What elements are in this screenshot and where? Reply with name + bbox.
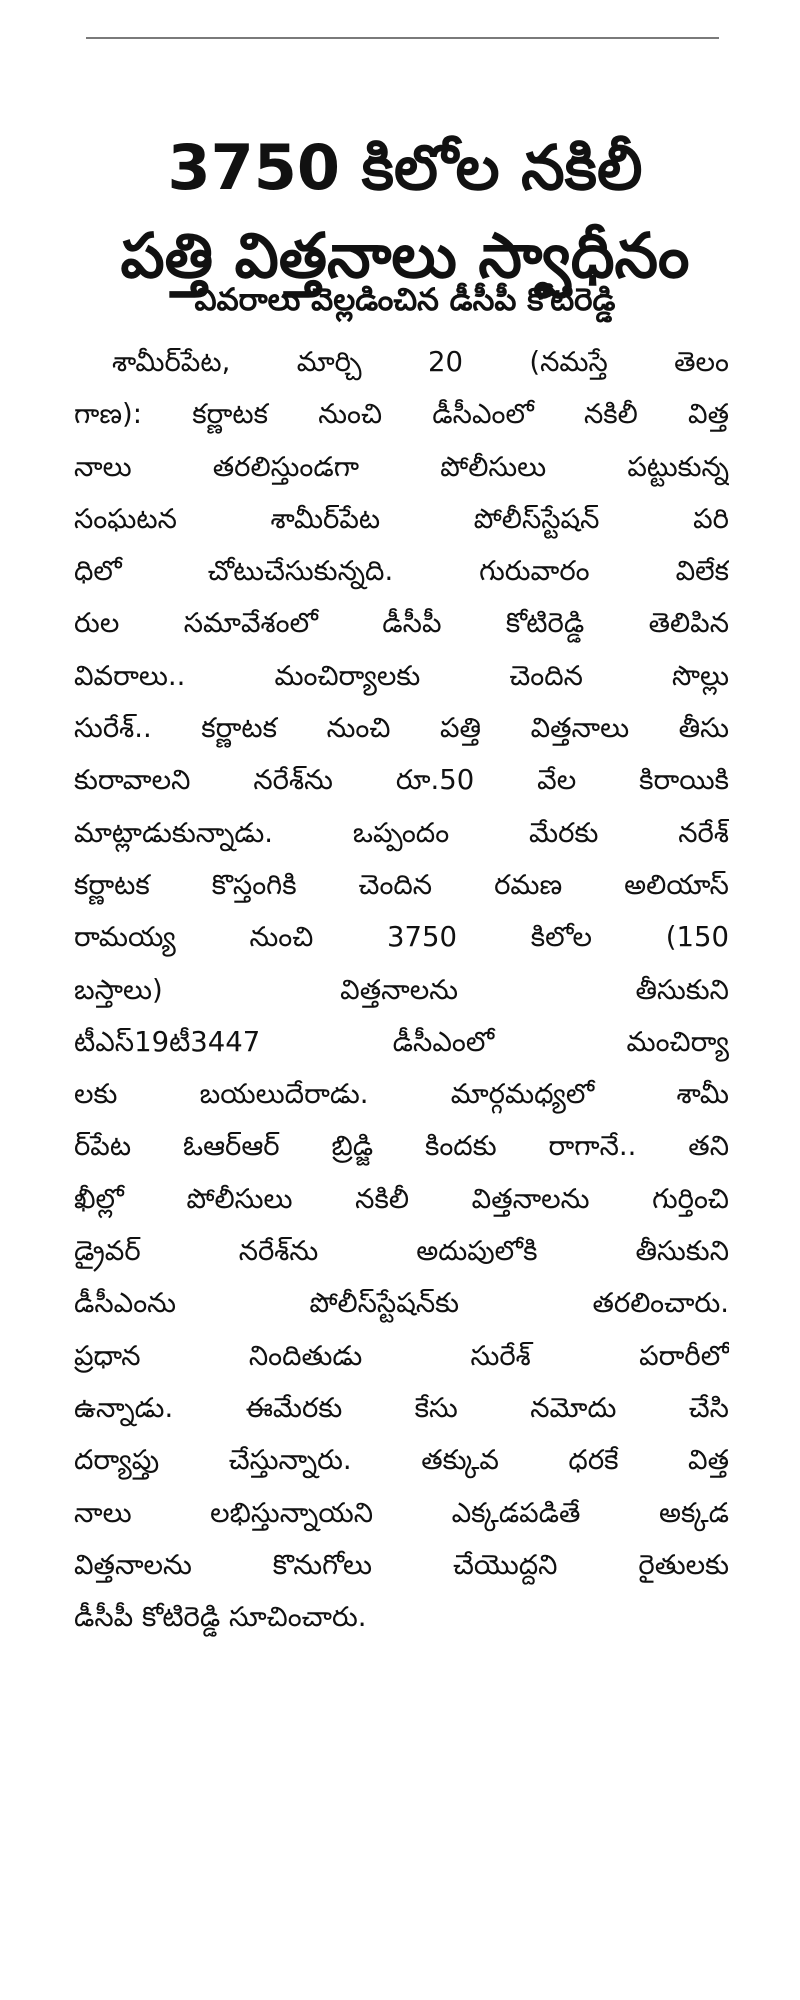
article-body-line: ఉన్నాడు. ఈమేరకు కేసు నమోదు చేసి (74, 1391, 729, 1424)
top-divider-rule (86, 37, 719, 39)
article-body-line: ప్రధాన నిందితుడు సురేశ్ పరారీలో (74, 1339, 729, 1372)
article-body-line: లకు బయలుదేరాడు. మార్గమధ్యలో శామీ (74, 1078, 729, 1111)
article-body-line: టీఎస్19టీ3447 డీసీఎంలో మంచిర్యా (74, 1025, 729, 1058)
article-body-line: డీసీపీ కోటిరెడ్డి సూచించారు. (74, 1601, 367, 1634)
article-body-line: నాలు తరలిస్తుండగా పోలీసులు పట్టుకున్న (74, 450, 729, 483)
article-body (74, 336, 729, 1643)
article-body-line: సురేశ్.. కర్ణాటక నుంచి పత్తి విత్తనాలు తీసు (74, 712, 729, 745)
article-body-line: శామీర్‌పేట, మార్చి 20 (నమస్తే తెలం (112, 346, 729, 378)
article-body-line: రుల సమావేశంలో డీసీపీ కోటిరెడ్డి తెలిపిన (74, 607, 729, 640)
article-body-line: రామయ్య నుంచి 3750 కిలోల (150 (74, 921, 729, 954)
article-body-line: కర్ణాటక కొస్తంగికి చెందిన రమణ అలియాస్ (74, 868, 729, 901)
article-body-line: ర్‌పేట ఓఆర్ఆర్ బ్రిడ్జి కిందకు రాగానే.. తని (74, 1130, 729, 1163)
article-body-line: మాట్లాడుకున్నాడు. ఒప్పందం మేరకు నరేశ్ (74, 816, 729, 849)
article-body-line: నాలు లభిస్తున్నాయని ఎక్కడపడితే అక్కడ (74, 1496, 729, 1529)
article-body-line: దర్యాప్తు చేస్తున్నారు. తక్కువ ధరకే విత్త (74, 1444, 729, 1477)
article-body-line: కురావాలని నరేశ్‌ను రూ.50 వేల కిరాయికి (74, 764, 729, 797)
article-body-line: డ్రైవర్ నరేశ్‌ను అదుపులోకి తీసుకుని (74, 1235, 729, 1268)
article-body-line: సంఘటన శామీర్‌పేట పోలీస్‌స్టేషన్ పరి (74, 502, 729, 535)
article-body-line: ధిలో చోటుచేసుకున్నది. గురువారం విలేక (74, 555, 729, 588)
article-body-line: డీసీఎంను పోలీస్‌స్టేషన్‌కు తరలించారు. (74, 1287, 729, 1320)
article-body-line: గాణ): కర్ణాటక నుంచి డీసీఎంలో నకిలీ విత్త (74, 398, 729, 431)
headline-line-1: 3750 కిలోల నకిలీ (167, 130, 643, 204)
article-body-line: విత్తనాలను కొనుగోలు చేయొద్దని రైతులకు (74, 1548, 729, 1581)
headline-line-2: పత్తి విత్తనాలు స్వాధీనం (120, 218, 690, 292)
article-body-line: బస్తాలు) విత్తనాలను తీసుకుని (74, 973, 729, 1006)
article-body-line: వివరాలు.. మంచిర్యాలకు చెందిన సొల్లు (74, 659, 729, 692)
article-body-line: ఖీల్లో పోలీసులు నకిలీ విత్తనాలను గుర్తించి (74, 1182, 729, 1215)
article-subheadline: వివరాలు వెల్లడించిన డీసీపీ కోటిరెడ్డి (194, 282, 616, 318)
